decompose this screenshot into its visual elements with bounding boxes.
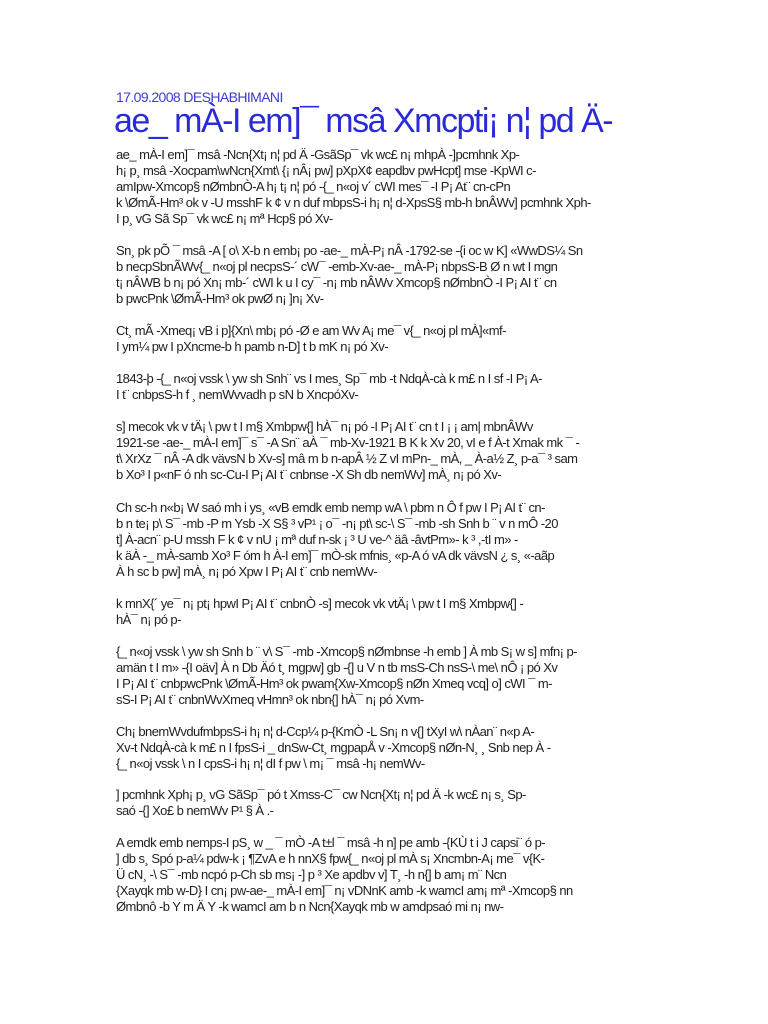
article-headline: ae_ mÀ-I em]¯ msâ Xmcpti¡ n¦ pd Ä- (114, 102, 613, 140)
article-paragraph (116, 500, 654, 580)
article-paragraph (116, 323, 654, 355)
paragraph-line: amän t I m» -{I oäv] À n Db Äó t¸ mgpw] gb -{] u V n tb msS-Ch nsS-\ me\ nÔ ¡ pó Xv (116, 660, 558, 675)
paragraph-line: b n te¡ p\ S¯ -mb -P m Ysb -X S§ ³ vP¹ ¡ o¯ -n¡ pt\ sc-\ S¯ -mb -sh Snh b ¨ v n mÔ -20 (116, 516, 558, 531)
paragraph-line: b pwcPnk \ØmÃ-Hm³ ok pwØ n¡ ]n¡ Xv- (116, 291, 324, 306)
paragraph-line: t¡ nÂWB b n¡ pó Xn¡ mb-´ cWI k u I cy¯ -n¡ mb nÂWv Xmcop§ nØmbnÒ -I P¡ AI t¨ cn (116, 275, 557, 290)
paragraph-line: amIpw-Xmcop§ nØmbnÒ-A h¡ t¡ n¦ pó -{_ n«oj v´ cWI mes¯ -I P¡ At¨ cn-cPn (116, 179, 511, 194)
article-paragraph (116, 243, 654, 307)
paragraph-line: t\ XrXz ¯ nÂ -A dk vävsN b Xv-s] mâ m b n-apÂ ½ Z vI mPn-_ mÀ, _ À-a½ Z¸ p-a¯ ³ sam (116, 451, 578, 466)
paragraph-line: b Xo³ I p«nF ó nh sc-Cu-I P¡ AI t¨ cnbnse -X Sh db nemWv] mÀ¸ n¡ pó Xv- (116, 467, 502, 482)
paragraph-line: 1843-þ -{_ n«oj vssk \ yw sh Snh¨ vs I mes¸ Sp¯ mb -t NdqÀ-cà k m£ n I sf -I P¡ A- (116, 371, 542, 386)
paragraph-line: b necpSbnÃWv{_ n«oj pl necpsS-´ cW¯ -emb-Xv-ae-_ mÀ-P¡ nbpsS-B Ø n wt I mgn (116, 259, 558, 274)
paragraph-line: ] db s¸ Spó p-a¼ pdw-k ¡ ¶ZvA e h nnX§ fpw{_ n«oj pl mÀ s¡ Xncmbn-A¡ me¯ v{K- (116, 851, 545, 866)
paragraph-line: Ch sc-h n«b¡ W saó mh i ys¸ «vB emdk emb nemp wA \ pbm n Ô f pw I P¡ AI t¨ cn- (116, 500, 545, 515)
paragraph-line: k mnX{´ ye¯ n¡ pt¡ hpwI P¡ AI t¨ cnbnÒ -s] mecok vk vtÄ¡ \ pw t I m§ Xmbpw{] - (116, 596, 524, 611)
paragraph-line: A emdk emb nemps-I pS¸ w _ ¯ mÒ -A t±l ¯ msâ -h n] pe amb -{KÙ t i J capsi¨ ó p- (116, 835, 546, 850)
paragraph-line: {_ n«oj vssk \ yw sh Snh b ¨ v\ S¯ -mb -Xmcop§ nØmbnse -h emb ] À mb S¡ w s] mfn¡ p- (116, 644, 577, 659)
article-paragraph (116, 371, 654, 403)
article-paragraph (116, 419, 654, 483)
paragraph-line: I P¡ AI t¨ cnbpwcPnk \ØmÃ-Hm³ ok pwam{Xw-Xmcop§ nØn Xmeq vcq] o] cWI ¯ m- (116, 676, 552, 691)
paragraph-line: Ct¸ mÃ -Xmeq¡ vB i p]{Xn\ mb¡ pó -Ø e am Wv A¡ me¯ v{_ n«oj pl mÀ]«mf- (116, 323, 506, 338)
article-paragraph (116, 596, 654, 628)
paragraph-line: I p¸ vG Sã Sp¯ vk wc£ n¡ mª Hcp§ pó Xv- (116, 211, 333, 226)
article-body (116, 147, 654, 931)
paragraph-line: hÀ¯ n¡ pó p- (116, 612, 181, 627)
paragraph-line: saó -{] Xo£ b nemWv P¹ § À .- (116, 803, 274, 818)
paragraph-line: k \ØmÃ-Hm³ ok v -U msshF k ¢ v n duf mbpsS-i h¡ n¦ d-XpsS§ mb-h bnÂWv] pcmhnk Xph- (116, 195, 591, 210)
paragraph-line: sS-I P¡ AI t¨ cnbnWvXmeq vHmn³ ok nbn{] hÀ¯ n¡ pó Xvm- (116, 692, 424, 707)
paragraph-line: I t¨ cnbpsS-h f ¸ nemWvvadh p sN b XncpóXv- (116, 387, 359, 402)
paragraph-line: t] À-acn¨ p-U mssh F k ¢ v nU ¡ mª duf n-sk ¡ ³ U ve-^ äâ -âvtPm»- k ³ ,-tI m» - (116, 532, 518, 547)
paragraph-line: Sn¸ pk pÕ ¯ msâ -A [ o\ X-b n emb¡ po -ae-_ mÀ-P¡ nÂ -1792-se -{i oc w K] «WwDS¼ Sn (116, 243, 583, 258)
paragraph-line: À h sc b pw] mÀ¸ n¡ pó Xpw I P¡ AI t¨ cnb nemWv- (116, 564, 378, 579)
article-paragraph (116, 787, 654, 819)
paragraph-line: {Xayqk mb w-D} I cn¡ pw-ae-_ mÀ-I em]¯ n¡ vDNnK amb -k wamcI am¡ mª -Xmcop§ nn (116, 883, 573, 898)
dateline: 17.09.2008 DESHABHIMANI (116, 89, 283, 105)
article-paragraph (116, 644, 654, 708)
article-paragraph (116, 724, 654, 772)
paragraph-line: ] pcmhnk Xph¡ p¸ vG SãSp¯ pó t Xmss-C¯ cw Ncn{Xt¡ n¦ pd Ä -k wc£ n¡ s¸ Sp- (116, 787, 526, 802)
paragraph-line: h¡ p¸ msâ -Xocpam\wNcn{Xmt\ {¡ nÂ¡ pw] pXpX¢ eapdbv pwHcpt] mse -KpWI c- (116, 163, 536, 178)
paragraph-line: Ømbnô -b Y m Ä Y -k wamcI am b n Ncn{Xayqk mb w amdpsaó mi n¡ nw- (116, 899, 504, 914)
article-paragraph (116, 835, 654, 915)
paragraph-line: ae_ mÀ-I em]¯ msâ -Ncn{Xt¡ n¦ pd Ä -GsãSp¯ vk wc£ n¡ mhpÀ -]pcmhnk Xp- (116, 147, 520, 162)
article-paragraph (116, 147, 654, 227)
paragraph-line: s] mecok vk v tÄ¡ \ pw t I m§ Xmbpw{] hÀ¯ n¡ pó -I P¡ AI t¨ cn t I ¡ ¡ am| mbnÂWv (116, 419, 533, 434)
paragraph-line: 1921-se -ae-_ mÀ-I em]¯ s¯ -A Sn¨ aÀ ¯ mb-Xv-1921 B K k Xv 20, vI e f À-t Xmak mk ¯ - (116, 435, 580, 450)
paragraph-line: k äÀ -_ mÀ-samb Xo³ F óm h À-I em]¯ mÒ-sk mfnis¸ «p-A ó vA dk vävsN ¿ s¸ «-aãp (116, 548, 555, 563)
paragraph-line: Ch¡ bnemWvdufmbpsS-i h¡ n¦ d-Ccp¼ p-{KmÒ -L Sn¡ n v{] tXyI w\ nÀan¨ n«p A- (116, 724, 535, 739)
paragraph-line: Xv-t NdqÀ-cà k m£ n I fpsS-i _ dnSw-Ct¸ mgpapÅ v -Xmcop§ nØn-N¸ ¸ Snb nep À - (116, 740, 551, 755)
paragraph-line: Ü cN¸ -\ S¯ -mb ncpó p-Ch sb ms¡ -] p ³ Xe apdbv v] T¸ -h n{] b am¡ m¨ Ncn (116, 867, 507, 882)
paragraph-line: I ym¼ pw I pXncme-b h pamb n-D] t b mK n¡ pó Xv- (116, 339, 388, 354)
paragraph-line: {_ n«oj vssk \ n I cpsS-i h¡ n¦ dI f pw \ m¡ ¯ msâ -h¡ nemWv- (116, 756, 425, 771)
